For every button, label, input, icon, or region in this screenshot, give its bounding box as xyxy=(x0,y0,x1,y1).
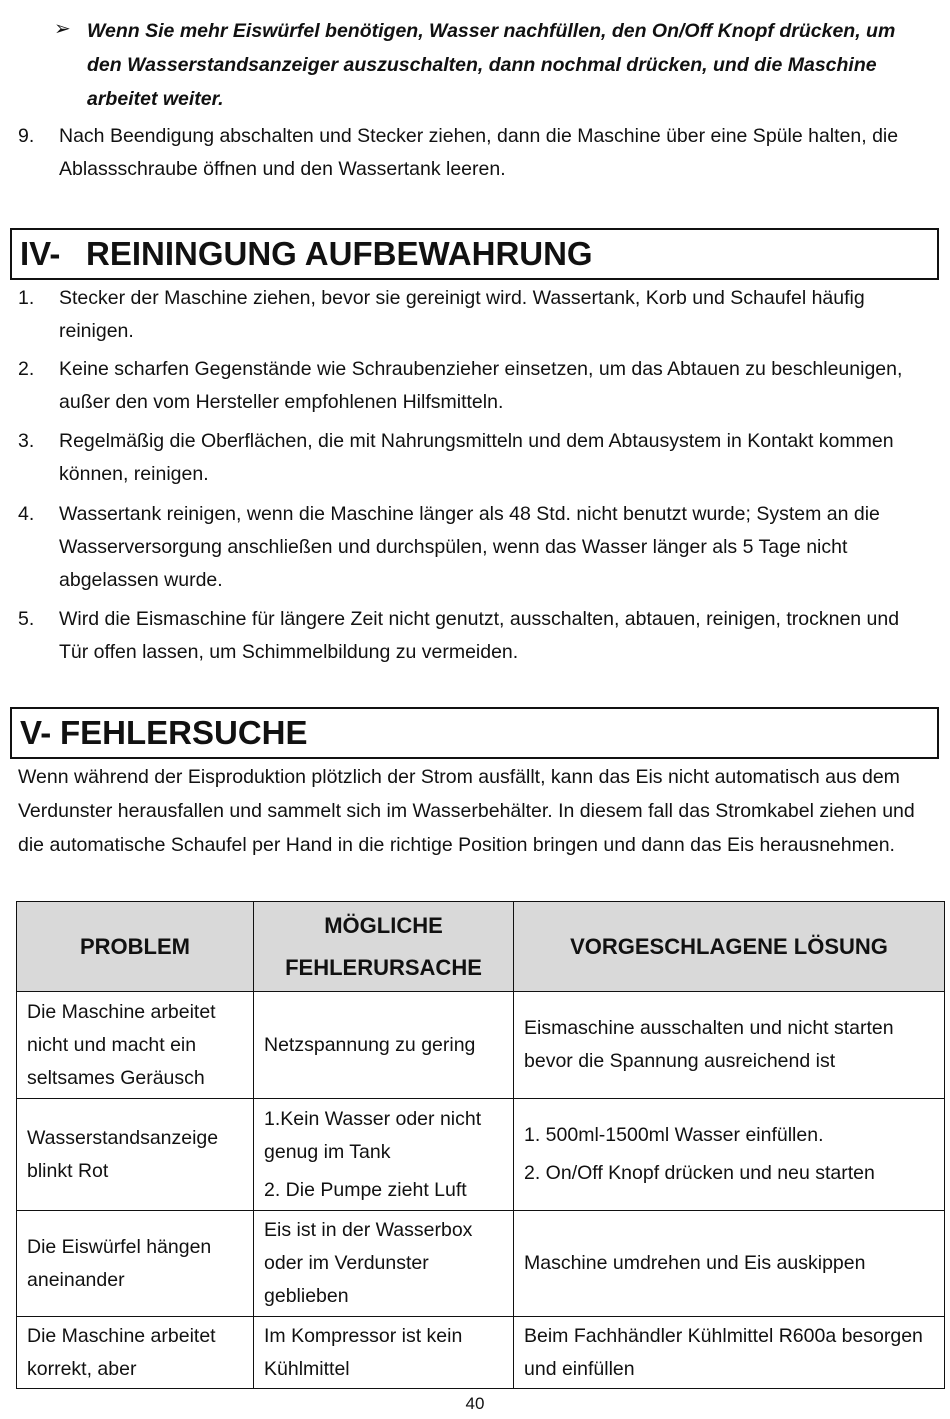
cell-cause: Im Kompressor ist kein Kühlmittel xyxy=(254,1317,514,1389)
header-cause-line1: MÖGLICHE xyxy=(324,912,443,938)
step-number: 9. xyxy=(18,125,35,147)
list-item-text: Stecker der Maschine ziehen, bevor sie gereinigt wird. Wassertank, Korb und Schaufel häufig reinigen. xyxy=(59,287,865,342)
solution-item: 1. 500ml-1500ml Wasser einfüllen. xyxy=(524,1124,824,1146)
header-solution: VORGESCHLAGENE LÖSUNG xyxy=(514,902,945,992)
top-note-text: Wenn Sie mehr Eiswürfel benötigen, Wasser nachfüllen, den On/Off Knopf drücken, um den Wasserstandsanzeiger auszuschalten, dann nochmal drücken, und die Maschine arbeitet weiter. xyxy=(87,20,896,110)
header-problem: PROBLEM xyxy=(17,902,254,992)
list-item-number: 2. xyxy=(18,358,35,380)
cell-problem: Die Eiswürfel hängen aneinander xyxy=(17,1211,254,1317)
table-header-row xyxy=(17,902,945,992)
troubleshooting-table xyxy=(16,901,945,1389)
table-row xyxy=(17,1099,945,1211)
section-number: V- xyxy=(20,714,52,751)
table-row xyxy=(17,1317,945,1389)
cell-cause xyxy=(254,1099,514,1211)
list-item-number: 3. xyxy=(18,430,35,452)
list-item-text: Regelmäßig die Oberflächen, die mit Nahrungsmitteln und dem Abtausystem in Kontakt kommen können, reinigen. xyxy=(59,430,894,485)
cell-cause: Eis ist in der Wasserbox oder im Verdunster geblieben xyxy=(254,1211,514,1317)
page-number: 40 xyxy=(465,1394,485,1413)
list-item-number: 4. xyxy=(18,503,35,525)
list-item-number: 5. xyxy=(18,608,35,630)
cell-solution: Maschine umdrehen und Eis auskippen xyxy=(514,1211,945,1317)
section-header-cleaning xyxy=(10,228,939,280)
cell-problem: Die Maschine arbeitet korrekt, aber xyxy=(17,1317,254,1389)
section-title: REININGUNG AUFBEWAHRUNG xyxy=(86,235,593,272)
list-item-number: 1. xyxy=(18,287,35,309)
arrow-bullet-icon: ➢ xyxy=(54,18,71,40)
cause-item: 2. Die Pumpe zieht Luft xyxy=(264,1178,467,1201)
cell-problem: Die Maschine arbeitet nicht und macht ein seltsames Geräusch xyxy=(17,992,254,1099)
cell-solution: Eismaschine ausschalten und nicht starten bevor die Spannung ausreichend ist xyxy=(514,992,945,1099)
list-item-text: Keine scharfen Gegenstände wie Schraubenzieher einsetzen, um das Abtauen zu beschleunigen, außer den vom Hersteller empfohlenen Hilfsmitteln. xyxy=(59,358,903,413)
header-cause-line2: FEHLERURSACHE xyxy=(285,954,482,980)
list-item-text: Wassertank reinigen, wenn die Maschine länger als 48 Std. nicht benutzt wurde; System an die Wasserversorgung anschließen und durchspülen, wenn das Wasser länger als 5 Tage nicht abgelassen wurde. xyxy=(59,503,880,591)
cell-solution: Beim Fachhändler Kühlmittel R600a besorgen und einfüllen xyxy=(514,1317,945,1389)
section-title: FEHLERSUCHE xyxy=(60,714,308,751)
header-cause xyxy=(254,902,514,992)
cell-cause: Netzspannung zu gering xyxy=(254,992,514,1099)
cell-problem: Wasserstandsanzeige blinkt Rot xyxy=(17,1099,254,1211)
step-text: Nach Beendigung abschalten und Stecker ziehen, dann die Maschine über eine Spüle halten, die Ablassschraube öffnen und den Wassertank leeren. xyxy=(59,125,899,180)
table-row xyxy=(17,992,945,1099)
list-item-text: Wird die Eismaschine für längere Zeit nicht genutzt, ausschalten, abtauen, reinigen, trocknen und Tür offen lassen, um Schimmelbildung zu vermeiden. xyxy=(59,608,900,663)
table-row xyxy=(17,1211,945,1317)
solution-item: 2. On/Off Knopf drücken und neu starten xyxy=(524,1162,875,1184)
cell-solution xyxy=(514,1099,945,1211)
section-header-troubleshooting xyxy=(10,707,939,759)
troubleshooting-intro: Wenn während der Eisproduktion plötzlich der Strom ausfällt, kann das Eis nicht automatisch aus dem Verdunster herausfallen und sammelt sich im Wasserbehälter. In diesem fall das Stromkabel ziehen und die automatische Schaufel per Hand in die richtige Position bringen und dann das Eis herausnehmen. xyxy=(18,766,915,856)
section-number: IV- xyxy=(20,235,61,272)
cause-item: 1.Kein Wasser oder nicht genug im Tank xyxy=(264,1107,482,1163)
